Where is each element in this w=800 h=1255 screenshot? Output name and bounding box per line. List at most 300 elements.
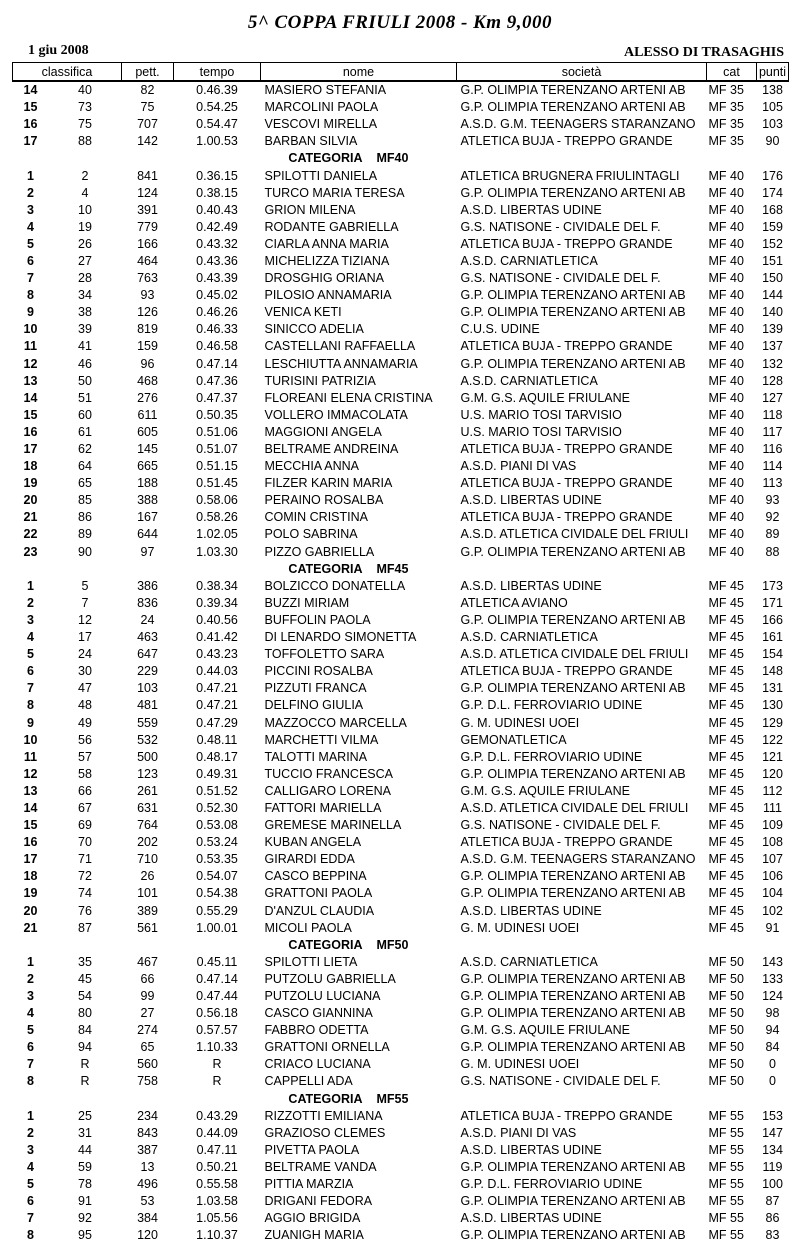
cell-category-rank: 13 [23,783,38,798]
table-row [13,1108,789,1125]
cell-name: RIZZOTTI EMILIANA [264,1108,383,1123]
cell-time: 0.47.37 [196,390,238,405]
cell-club: ATLETICA BUJA - TREPPO GRANDE [460,664,673,679]
header-pett: pett. [122,63,174,82]
cell-time: 0.49.31 [196,766,238,781]
cell-overall-position: 25 [78,1108,92,1123]
cell-points: 120 [762,766,783,781]
cell-overall-position: 60 [78,407,92,422]
table-row [13,954,789,971]
cell-category-rank: 3 [27,202,34,217]
table-row [13,253,789,270]
race-date: 1 giu 2008 [28,43,89,58]
cell-time: 0.41.42 [196,630,238,645]
cell-overall-position: 35 [78,954,92,969]
category-code: MF40 [376,151,409,166]
cell-name: CAPPELLI ADA [264,1074,353,1089]
cell-time: 0.47.29 [196,715,238,730]
cell-club: G.P. OLIMPIA TERENZANO ARTENI AB [460,544,686,559]
table-row [13,595,789,612]
cell-bib: 389 [137,903,158,918]
cell-category-rank: 4 [27,630,34,645]
cell-category-rank: 18 [23,459,38,474]
cell-category-rank: 17 [23,134,38,149]
cell-time: 0.44.03 [196,664,238,679]
cell-club: A.S.D. LIBERTAS UDINE [460,493,602,508]
cell-bib: 710 [137,852,158,867]
header-cat: cat [707,63,757,82]
cell-name: VESCOVI MIRELLA [264,117,378,132]
cell-category: MF 40 [708,476,744,491]
cell-points: 148 [762,664,783,679]
cell-category: MF 55 [708,1228,744,1243]
category-code: MF55 [376,1091,409,1106]
cell-club: G.P. D.L. FERROVIARIO UDINE [460,1177,643,1192]
cell-category-rank: 10 [23,732,38,747]
header-punti: punti [757,63,789,82]
cell-points: 90 [765,134,780,149]
cell-category: MF 45 [708,698,744,713]
table-row [13,714,789,731]
cell-points: 98 [765,1006,780,1021]
cell-time: 0.55.58 [196,1177,238,1192]
table-row [13,749,789,766]
cell-club: GEMONATLETICA [460,732,567,747]
header-nome: nome [261,63,457,82]
cell-club: G.P. OLIMPIA TERENZANO ARTENI AB [460,971,686,986]
table-row [13,373,789,390]
cell-name: GRION MILENA [264,202,356,217]
cell-category-rank: 20 [23,903,38,918]
cell-time: 0.42.49 [196,219,238,234]
cell-name: BELTRAME VANDA [264,1159,377,1174]
cell-category: MF 35 [708,134,744,149]
cell-category-rank: 7 [27,271,34,286]
cell-club: G.P. OLIMPIA TERENZANO ARTENI AB [460,681,686,696]
table-row [13,424,789,441]
cell-name: PUTZOLU LUCIANA [264,989,381,1004]
cell-bib: 836 [137,595,158,610]
cell-name: TALOTTI MARINA [264,749,368,764]
cell-club: G.S. NATISONE - CIVIDALE DEL F. [460,271,661,286]
cell-club: A.S.D. LIBERTAS UDINE [460,1211,602,1226]
cell-club: C.U.S. UDINE [460,322,540,337]
cell-name: CASCO GIANNINA [264,1006,373,1021]
cell-category-rank: 14 [23,390,38,405]
header-societa: società [457,63,707,82]
cell-time: 0.47.11 [196,1142,238,1157]
cell-time: 1.02.05 [196,527,238,542]
cell-bib: 142 [137,134,158,149]
cell-name: PITTIA MARZIA [264,1177,354,1192]
cell-points: 143 [762,954,783,969]
cell-overall-position: 64 [78,459,92,474]
cell-time: 0.43.32 [196,236,238,251]
cell-category-rank: 1 [27,168,34,183]
cell-points: 138 [762,83,783,98]
cell-overall-position: 4 [81,185,89,200]
cell-points: 147 [762,1125,783,1140]
cell-time: 1.03.30 [196,544,238,559]
cell-category-rank: 5 [27,1177,34,1192]
cell-overall-position: 30 [78,664,92,679]
cell-category: MF 45 [708,578,744,593]
table-row [13,202,789,219]
cell-club: ATLETICA BUJA - TREPPO GRANDE [460,442,673,457]
cell-overall-position: 46 [78,356,92,371]
cell-overall-position: 71 [78,852,92,867]
cell-time: 0.58.06 [196,493,238,508]
category-header [13,150,789,167]
cell-overall-position: 62 [78,442,92,457]
cell-category-rank: 7 [27,1057,34,1072]
cell-bib: 644 [137,527,158,542]
race-location: ALESSO DI TRASAGHIS [623,45,784,60]
cell-overall-position: 87 [78,920,92,935]
cell-time: 0.48.11 [196,732,238,747]
cell-category: MF 55 [708,1125,744,1140]
cell-category: MF 40 [708,407,744,422]
cell-name: VOLLERO IMMACOLATA [264,407,408,422]
cell-overall-position: 92 [78,1211,92,1226]
cell-category: MF 45 [708,749,744,764]
cell-bib: 386 [137,578,158,593]
cell-bib: 93 [140,288,155,303]
cell-name: PILOSIO ANNAMARIA [264,288,392,303]
cell-points: 127 [762,390,783,405]
cell-club: G.S. NATISONE - CIVIDALE DEL F. [460,219,661,234]
cell-category: MF 40 [708,459,744,474]
cell-category: MF 40 [708,442,744,457]
table-row [13,646,789,663]
cell-category: MF 45 [708,630,744,645]
cell-category: MF 45 [708,732,744,747]
cell-points: 133 [762,971,783,986]
cell-overall-position: 45 [78,971,92,986]
cell-club: ATLETICA BUJA - TREPPO GRANDE [460,510,673,525]
results-table [12,62,789,1244]
category-label: CATEGORIA [288,151,363,166]
cell-category-rank: 15 [23,818,38,833]
cell-club: G.P. OLIMPIA TERENZANO ARTENI AB [460,886,686,901]
header-classifica: classifica [13,63,122,82]
cell-category-rank: 16 [23,424,38,439]
cell-category-rank: 23 [23,544,38,559]
cell-bib: 764 [137,818,158,833]
cell-category: MF 40 [708,202,744,217]
cell-bib: 120 [137,1228,158,1243]
cell-overall-position: 39 [78,322,92,337]
cell-bib: 758 [137,1074,158,1089]
cell-category: MF 40 [708,322,744,337]
cell-time: 0.36.15 [196,168,238,183]
cell-overall-position: 24 [78,647,92,662]
cell-club: U.S. MARIO TOSI TARVISIO [460,407,622,422]
cell-club: G.P. D.L. FERROVIARIO UDINE [460,698,643,713]
cell-category: MF 50 [708,1057,744,1072]
cell-category: MF 40 [708,544,744,559]
table-row [13,800,789,817]
cell-category-rank: 14 [23,83,38,98]
cell-club: A.S.D. LIBERTAS UDINE [460,903,602,918]
cell-overall-position: 54 [78,989,92,1004]
cell-name: BELTRAME ANDREINA [264,442,399,457]
cell-points: 117 [762,424,783,439]
cell-category: MF 35 [708,100,744,115]
cell-points: 107 [762,852,783,867]
cell-points: 112 [762,783,783,798]
cell-club: A.S.D. CARNIATLETICA [460,253,598,268]
cell-club: G.S. NATISONE - CIVIDALE DEL F. [460,1074,661,1089]
cell-overall-position: 44 [78,1142,92,1157]
page-title: 5^ COPPA FRIULI 2008 - Km 9,000 [247,12,553,33]
cell-name: FABBRO ODETTA [264,1023,369,1038]
cell-category-rank: 2 [27,595,34,610]
cell-overall-position: 86 [78,510,92,525]
cell-name: MARCOLINI PAOLA [264,100,379,115]
table-row [13,1193,789,1210]
cell-points: 151 [762,253,783,268]
cell-club: U.S. MARIO TOSI TARVISIO [460,424,622,439]
cell-name: CASCO BEPPINA [264,869,367,884]
cell-category-rank: 3 [27,612,34,627]
cell-category-rank: 7 [27,681,34,696]
cell-bib: 101 [137,886,158,901]
cell-time: 0.39.34 [196,595,238,610]
cell-overall-position: 47 [78,681,92,696]
cell-category: MF 40 [708,236,744,251]
cell-overall-position: 61 [78,424,92,439]
cell-points: 121 [762,749,783,764]
cell-time: 0.47.14 [196,971,238,986]
cell-club: A.S.D. LIBERTAS UDINE [460,1142,602,1157]
cell-name: PICCINI ROSALBA [264,664,373,679]
cell-club: A.S.D. G.M. TEENAGERS STARANZANO [460,852,696,867]
cell-category: MF 45 [708,647,744,662]
cell-bib: 159 [137,339,158,354]
cell-overall-position: 58 [78,766,92,781]
cell-club: A.S.D. LIBERTAS UDINE [460,202,602,217]
cell-club: G.S. NATISONE - CIVIDALE DEL F. [460,818,661,833]
cell-bib: 123 [137,766,158,781]
cell-category-rank: 1 [27,578,34,593]
cell-overall-position: 69 [78,818,92,833]
cell-name: MICHELIZZA TIZIANA [264,253,390,268]
cell-bib: 188 [137,476,158,491]
cell-club: G.P. OLIMPIA TERENZANO ARTENI AB [460,989,686,1004]
table-row [13,99,789,116]
cell-category-rank: 11 [23,749,38,764]
cell-name: BOLZICCO DONATELLA [264,578,406,593]
cell-points: 150 [762,271,783,286]
cell-category-rank: 11 [23,339,38,354]
cell-points: 134 [762,1142,783,1157]
cell-name: PUTZOLU GABRIELLA [264,971,396,986]
cell-overall-position: 50 [78,373,92,388]
cell-name: BUZZI MIRIAM [264,595,350,610]
table-row [13,988,789,1005]
table-row [13,1125,789,1142]
cell-overall-position: 34 [78,288,92,303]
cell-name: GREMESE MARINELLA [264,818,402,833]
cell-category-rank: 21 [23,510,38,525]
table-row [13,1210,789,1227]
table-row [13,1022,789,1039]
cell-bib: 559 [137,715,158,730]
cell-category: MF 55 [708,1211,744,1226]
cell-points: 84 [765,1040,780,1055]
cell-overall-position: 78 [78,1177,92,1192]
cell-overall-position: 66 [78,783,92,798]
cell-bib: 229 [137,664,158,679]
cell-bib: 763 [137,271,158,286]
cell-overall-position: 26 [78,236,92,251]
cell-time: 1.00.53 [196,134,238,149]
cell-overall-position: 73 [78,100,92,115]
cell-overall-position: 89 [78,527,92,542]
cell-time: 0.51.52 [196,783,238,798]
cell-club: G.P. OLIMPIA TERENZANO ARTENI AB [460,1159,686,1174]
cell-category-rank: 22 [23,527,38,542]
cell-time: 0.47.21 [196,698,238,713]
cell-points: 124 [762,989,783,1004]
cell-name: DROSGHIG ORIANA [264,271,384,286]
cell-club: ATLETICA BUJA - TREPPO GRANDE [460,835,673,850]
table-row [13,680,789,697]
cell-category-rank: 16 [23,117,38,132]
cell-overall-position: 41 [78,339,92,354]
cell-name: MAZZOCCO MARCELLA [264,715,407,730]
cell-overall-position: 90 [78,544,92,559]
cell-points: 131 [762,681,783,696]
cell-club: ATLETICA AVIANO [460,595,568,610]
cell-category-rank: 12 [23,356,38,371]
cell-category: MF 50 [708,1023,744,1038]
table-row [13,1039,789,1056]
cell-bib: 481 [137,698,158,713]
cell-club: G.M. G.S. AQUILE FRIULANE [460,783,630,798]
cell-category: MF 40 [708,271,744,286]
cell-category: MF 50 [708,954,744,969]
cell-club: A.S.D. ATLETICA CIVIDALE DEL FRIULI [460,647,689,662]
cell-time: 0.51.07 [196,442,238,457]
cell-category-rank: 6 [27,1040,34,1055]
cell-category-rank: 9 [27,715,34,730]
table-row [13,663,789,680]
cell-bib: 819 [137,322,158,337]
cell-name: MASIERO STEFANIA [264,83,387,98]
cell-name: MAGGIONI ANGELA [264,424,382,439]
cell-time: 0.52.30 [196,800,238,815]
cell-category: MF 55 [708,1159,744,1174]
cell-points: 87 [765,1194,780,1209]
cell-points: 139 [762,322,783,337]
cell-bib: 500 [137,749,158,764]
cell-name: VENICA KETI [264,305,342,320]
cell-points: 122 [762,732,783,747]
table-row [13,578,789,595]
table-row [13,1159,789,1176]
cell-category-rank: 21 [23,920,38,935]
cell-overall-position: 28 [78,271,92,286]
cell-name: LESCHIUTTA ANNAMARIA [264,356,418,371]
table-row [13,133,789,150]
cell-name: DI LENARDO SIMONETTA [264,630,417,645]
cell-bib: 261 [137,783,158,798]
cell-bib: 145 [137,442,158,457]
cell-points: 174 [762,185,783,200]
cell-overall-position: 94 [78,1040,92,1055]
cell-category: MF 40 [708,288,744,303]
cell-overall-position: 12 [78,612,92,627]
cell-time: R [212,1074,222,1089]
cell-category: MF 55 [708,1108,744,1123]
table-row [13,766,789,783]
cell-category-rank: 17 [23,852,38,867]
cell-name: SPILOTTI DANIELA [264,168,378,183]
cell-category: MF 40 [708,373,744,388]
cell-club: G.P. OLIMPIA TERENZANO ARTENI AB [460,766,686,781]
cell-points: 111 [762,800,782,815]
table-row [13,492,789,509]
cell-name: D'ANZUL CLAUDIA [264,903,375,918]
cell-points: 153 [762,1108,783,1123]
cell-club: G.P. OLIMPIA TERENZANO ARTENI AB [460,1228,686,1243]
table-row [13,167,789,184]
cell-category: MF 40 [708,390,744,405]
cell-bib: 27 [140,1006,155,1021]
cell-category: MF 40 [708,185,744,200]
cell-name: CIARLA ANNA MARIA [264,236,389,251]
cell-name: BARBAN SILVIA [264,134,358,149]
cell-name: MARCHETTI VILMA [264,732,379,747]
cell-club: A.S.D. CARNIATLETICA [460,373,598,388]
cell-club: A.S.D. PIANI DI VAS [460,459,577,474]
cell-category: MF 40 [708,527,744,542]
cell-time: 0.50.21 [196,1159,238,1174]
cell-points: 89 [765,527,780,542]
cell-points: 88 [765,544,780,559]
table-row [13,458,789,475]
category-header-row [13,937,789,954]
category-label: CATEGORIA [288,1091,363,1106]
cell-category: MF 40 [708,356,744,371]
cell-club: G.P. OLIMPIA TERENZANO ARTENI AB [460,1006,686,1021]
cell-name: PERAINO ROSALBA [264,493,384,508]
cell-points: 144 [762,288,783,303]
cell-club: G.P. OLIMPIA TERENZANO ARTENI AB [460,83,686,98]
cell-bib: 66 [140,971,155,986]
table-row [13,817,789,834]
cell-points: 92 [765,510,780,525]
cell-overall-position: 40 [78,83,92,98]
cell-bib: 65 [140,1040,155,1055]
cell-overall-position: 80 [78,1006,92,1021]
cell-bib: 464 [137,253,158,268]
cell-bib: 234 [137,1108,158,1123]
table-row [13,920,789,937]
category-header [13,1091,789,1108]
header-tempo: tempo [174,63,261,82]
cell-bib: 384 [137,1211,158,1226]
cell-points: 129 [762,715,783,730]
cell-club: A.S.D. PIANI DI VAS [460,1125,577,1140]
cell-category: MF 55 [708,1177,744,1192]
cell-time: 0.53.35 [196,852,238,867]
cell-bib: 167 [137,510,158,525]
cell-bib: 496 [137,1177,158,1192]
cell-category-rank: 5 [27,1023,34,1038]
